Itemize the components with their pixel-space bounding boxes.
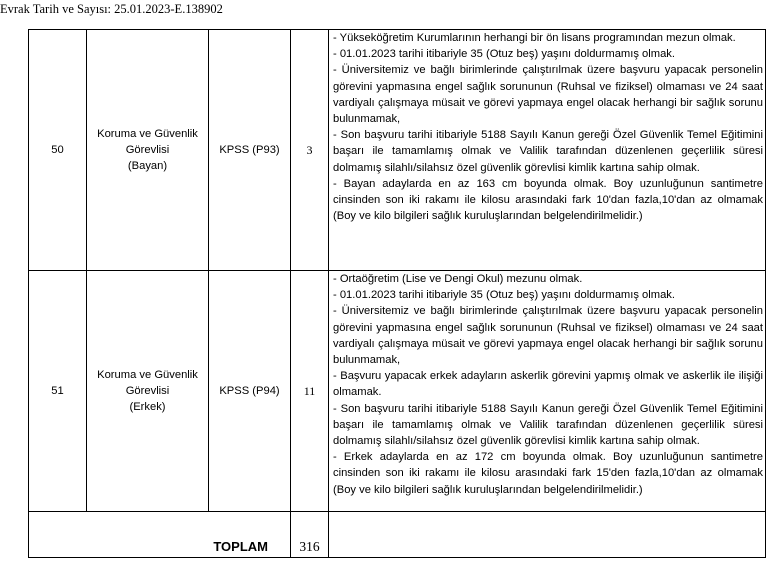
requirements-cell bbox=[329, 271, 766, 512]
requirement-item: - Ortaöğretim (Lise ve Dengi Okul) mezunu olmak. bbox=[333, 273, 583, 285]
requirement-item: - Son başvuru tarihi itibariyle 5188 Sayılı Kanun gereği Özel Güvenlik Temel Eğitimini başarı ile tamamlamış olmak ve Valilik tarafından düzenlenen geçerlilik süresi dolmamış silahlı/silahsız özel güvenlik görevlisi kimlik kartına sahip olmak. bbox=[333, 129, 763, 174]
row-number: 50 bbox=[29, 30, 87, 271]
requirement-item: - Son başvuru tarihi itibariyle 5188 Sayılı Kanun gereği Özel Güvenlik Temel Eğitimini başarı ile tamamlamış olmak ve Valilik tarafından düzenlenen geçerlilik süresi dolmamış silahlı/silahsız özel güvenlik görevlisi kimlik kartına sahip olmak. bbox=[333, 402, 763, 448]
requirement-item: - Üniversitemiz ve bağlı birimlerinde çalıştırılmak üzere başvuru yapacak personelin görevini yapmasına engel sağlık sorununun (Ruhsal ve fiziksel) olmaması ve 24 saat vardiyalı çalışmaya müsait ve görevi yapmaya engel olacak herhangi bir sağlık sorunu bulunmamak, bbox=[333, 64, 763, 126]
position-title-line: Görevlisi bbox=[125, 143, 170, 156]
total-label: TOPLAM bbox=[29, 512, 291, 558]
position-title-line: (Bayan) bbox=[127, 160, 168, 173]
row-number: 51 bbox=[29, 271, 87, 512]
total-value: 316 bbox=[291, 512, 329, 558]
requirement-item: - Bayan adaylarda en az 163 cm boyunda olmak. Boy uzunluğunun santimetre cinsinden son iki rakamı ile kilosu arasındaki fark 10'dan fazla,10'dan az olmamak (Boy ve kilo bilgileri sağlık kuruluşlarından belgelendirilmelidir.) bbox=[333, 177, 763, 223]
position-title-line: Görevlisi bbox=[125, 384, 170, 397]
position-count: 11 bbox=[291, 271, 329, 512]
table-row bbox=[29, 30, 766, 271]
position-title bbox=[87, 30, 209, 271]
requirement-item: - Üniversitemiz ve bağlı birimlerinde çalıştırılmak üzere başvuru yapacak personelin görevini yapmasına engel sağlık sorununun (Ruhsal ve fiziksel) olmaması ve 24 saat vardiyalı çalışmaya müsait ve görevi yapmaya engel olacak herhangi bir sağlık sorunu bulunmamak, bbox=[333, 305, 763, 367]
requirement-item: - Başvuru yapacak erkek adayların askerlik görevini yapmış olmak ve askerlik ile ilişiği olmamak. bbox=[333, 370, 763, 399]
exam-type: KPSS (P93) bbox=[209, 30, 291, 271]
total-row bbox=[29, 512, 766, 558]
document-reference: Evrak Tarih ve Sayısı: 25.01.2023-E.138902 bbox=[0, 2, 223, 16]
positions-table bbox=[28, 29, 766, 558]
position-count: 3 bbox=[291, 30, 329, 271]
requirement-item: - Erkek adaylarda en az 172 cm boyunda olmak. Boy uzunluğunun santimetre cinsinden son iki rakamı ile kilosu arasındaki fark 15'den fazla,10'dan az olmamak (Boy ve kilo bilgileri sağlık kuruluşlarından belgelendirilmelidir.) bbox=[333, 451, 763, 496]
position-title-line: Koruma ve Güvenlik bbox=[97, 127, 198, 140]
requirement-item: - Yükseköğretim Kurumlarının herhangi bir ön lisans programından mezun olmak. bbox=[333, 32, 736, 44]
requirement-item: - 01.01.2023 tarihi itibariyle 35 (Otuz beş) yaşını doldurmamış olmak. bbox=[333, 289, 675, 302]
requirement-item: - 01.01.2023 tarihi itibariyle 35 (Otuz beş) yaşını doldurmamış olmak. bbox=[333, 48, 675, 61]
requirements-cell bbox=[329, 30, 766, 271]
position-title-line: (Erkek) bbox=[129, 401, 166, 414]
total-empty-cell bbox=[329, 512, 766, 558]
position-title-line: Koruma ve Güvenlik bbox=[97, 368, 198, 381]
position-title bbox=[87, 271, 209, 512]
exam-type: KPSS (P94) bbox=[209, 271, 291, 512]
table-row bbox=[29, 271, 766, 512]
